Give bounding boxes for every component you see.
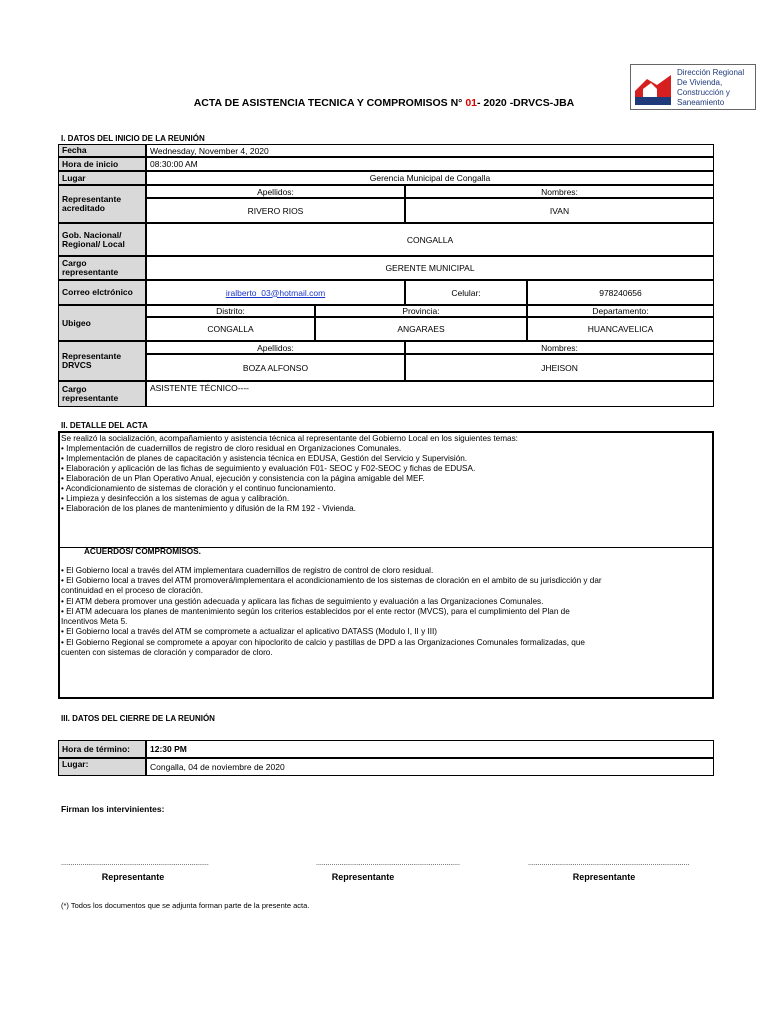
detalle-line: • Elaboración de los planes de mantenimiento y difusión de la RM 192 - Vivienda. <box>61 504 356 513</box>
representante-2: Representante <box>331 872 395 882</box>
signature-line-2: .......................................................................... <box>316 860 460 867</box>
footnote: (*) Todos los documentos que se adjunta forman parte de la presente acta. <box>61 901 310 910</box>
cierre-lugar-value: Congalla, 04 de noviembre de 2020 <box>146 758 714 776</box>
logo-line-1: Dirección Regional <box>677 68 745 77</box>
correo-value[interactable] <box>146 280 405 305</box>
signature-line-1: ............................................................................ <box>61 860 209 867</box>
detalle-line: • Implementación de planes de capacitación y asistencia técnica en EDUSA, Gestión del Servicio y Supervisión. <box>61 454 468 463</box>
acuerdo-line: • El Gobierno local a traves del ATM promoverá/implementara el acondicionamiento de los sistemas de cloración en el ambito de su jurisdicción y dar <box>61 576 602 585</box>
distrito-header: Distrito: <box>146 305 315 317</box>
acuerdo-line: continuidad en el proceso de cloración. <box>61 586 204 595</box>
correo-label: Correo elctrónico <box>58 280 146 305</box>
nombres-header: Nombres: <box>405 185 714 198</box>
detalle-line: • Acondicionamiento de sistemas de cloración y el continuo funcionamiento. <box>61 484 336 493</box>
celular-value: 978240656 <box>527 280 714 305</box>
acuerdo-line: cuenten con sistemas de cloración y comparador de cloro. <box>61 648 273 657</box>
title-number: 01 <box>465 97 477 109</box>
provincia-value: ANGARAES <box>315 317 527 341</box>
gob-label: Gob. Nacional/ Regional/ Local <box>58 223 146 256</box>
cargo2-label: Cargo representante <box>58 381 146 407</box>
section-3-heading: III. DATOS DEL CIERRE DE LA REUNIÓN <box>61 714 215 723</box>
cargo-value: GERENTE MUNICIPAL <box>146 256 714 280</box>
hora-termino-label: Hora de término: <box>58 740 146 758</box>
cargo2-value: ASISTENTE TÉCNICO---- <box>146 381 714 407</box>
celular-label: Celular: <box>405 280 527 305</box>
hora-inicio-label: Hora de inicio <box>58 157 146 171</box>
section-2-heading: II. DETALLE DEL ACTA <box>61 421 148 430</box>
acuerdo-line: • El ATM adecuara los planes de mantenimiento según los criterios establecidos por el ente rector (MVCS), para el cumplimiento del Plan de <box>61 607 570 616</box>
section-1-heading: I. DATOS DEL INICIO DE LA REUNIÓN <box>61 134 205 143</box>
acuerdo-line: • El ATM debera promover una gestión adecuada y aplicara las fichas de seguimiento y evaluación a las Organizaciones Comunales. <box>61 597 544 606</box>
fecha-label: Fecha <box>58 144 146 157</box>
drvcs-nombres-header: Nombres: <box>405 341 714 354</box>
departamento-value: HUANCAVELICA <box>527 317 714 341</box>
logo-line-2: De Vivienda, <box>677 78 723 87</box>
firman-label: Firman los intervinientes: <box>61 804 165 814</box>
document-title <box>0 97 768 109</box>
detalle-line: • Limpieza y desinfección a los sistemas de agua y calibración. <box>61 494 290 503</box>
hora-inicio-value: 08:30:00 AM <box>146 157 714 171</box>
lugar-label: Lugar <box>58 171 146 185</box>
drvcs-apellidos-value: BOZA ALFONSO <box>146 354 405 381</box>
lugar-value: Gerencia Municipal de Congalla <box>146 171 714 185</box>
detalle-line: Se realizó la socialización, acompañamiento y asistencia técnica al representante del Gobierno Local en los siguientes temas: <box>61 434 518 443</box>
rep-nombres-value: IVAN <box>405 198 714 223</box>
departamento-header: Departamento: <box>527 305 714 317</box>
provincia-header: Provincia: <box>315 305 527 317</box>
apellidos-header: Apellidos: <box>146 185 405 198</box>
acuerdo-line: Incentivos Meta 5. <box>61 617 128 626</box>
rep-apellidos-value: RIVERO RIOS <box>146 198 405 223</box>
drvcs-nombres-value: JHEISON <box>405 354 714 381</box>
logo-line-4: Saneamiento <box>677 98 725 107</box>
representante-acreditado-label: Representante acreditado <box>58 185 146 223</box>
correo-link[interactable]: iralberto_03@hotmail.com <box>225 287 326 298</box>
acuerdo-line: • El Gobierno local a través del ATM se compromete a actualizar el aplicativo DATASS (Modulo I, II y III) <box>61 627 437 636</box>
drvcs-label: Representante DRVCS <box>58 341 146 381</box>
ubigeo-label: Ubigeo <box>58 305 146 341</box>
drvcs-apellidos-header: Apellidos: <box>146 341 405 354</box>
title-suffix: - 2020 -DRVCS-JBA <box>477 97 575 109</box>
detalle-line: • Elaboración de un Plan Operativo Anual, ejecución y consistencia con la página amigable del MEF. <box>61 474 425 483</box>
acuerdos-heading: ACUERDOS/ COMPROMISOS. <box>84 547 201 556</box>
title-prefix: ACTA DE ASISTENCIA TECNICA Y COMPROMISOS N° <box>193 97 463 109</box>
detalle-line: • Elaboración y aplicación de las fichas de seguimiento y evaluación F01- SEOC y F02-SEOC y fichas de EDUSA. <box>61 464 476 473</box>
acuerdo-line: • El Gobierno local a través del ATM implementara cuadernillos de registro de control de cloro residual. <box>61 566 434 575</box>
hora-termino-value: 12:30 PM <box>146 740 714 758</box>
fecha-value: Wednesday, November 4, 2020 <box>146 144 714 157</box>
cierre-lugar-label: Lugar: <box>58 758 146 776</box>
logo-line-3: Construcción y <box>677 88 730 97</box>
cargo-label: Cargo representante <box>58 256 146 280</box>
signature-line-3: ................................................................................... <box>528 860 690 867</box>
representante-3: Representante <box>572 872 636 882</box>
representante-1: Representante <box>101 872 165 882</box>
distrito-value: CONGALLA <box>146 317 315 341</box>
detalle-line: • Implementación de cuadernillos de registro de cloro residual en Organizaciones Comunales. <box>61 444 402 453</box>
gob-value: CONGALLA <box>146 223 714 256</box>
acuerdo-line: • El Gobierno Regional se compromete a apoyar con hipoclorito de calcio y pastillas de DPD a las Organizaciones Comunales formalizadas, que <box>61 638 585 647</box>
